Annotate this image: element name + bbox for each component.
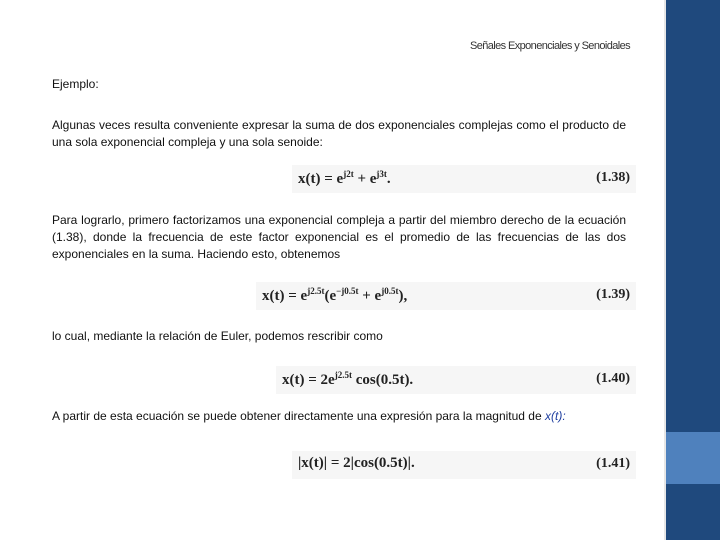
equation-expression: $x(t) = 2e^{j2.5t}$ cos(0.5t). bbox=[282, 370, 414, 388]
equation-expression: |x(t)| = 2|cos(0.5t)|. bbox=[298, 455, 415, 471]
equation-1-38 bbox=[292, 165, 636, 193]
equation-1-41 bbox=[292, 451, 636, 479]
equation-number: (1.38) bbox=[596, 170, 630, 185]
paragraph-4-text: A partir de esta ecuación se puede obtener directamente una expresión para la magnitud de bbox=[52, 409, 542, 423]
paragraph-4 bbox=[52, 408, 626, 425]
slide-title: Señales Exponenciales y Senoidales bbox=[470, 40, 630, 52]
equation-1-39 bbox=[256, 282, 636, 310]
sidebar-accent-block bbox=[666, 432, 720, 484]
paragraph-2: Para lograrlo, primero factorizamos una exponencial compleja a partir del miembro derecho de la ecuación (1.38), donde la frecuencia de este factor exponencial es el promedio de las frecuencias de las dos exponenciales en la suma. Haciendo esto, obtenemos bbox=[52, 213, 626, 261]
equation-1-40 bbox=[276, 366, 636, 394]
paragraph-1: Algunas veces resulta conveniente expresar la suma de dos exponenciales complejas como el producto de una sola exponencial compleja y una sola senoide: bbox=[52, 118, 626, 149]
equation-number: (1.39) bbox=[596, 287, 630, 302]
example-label: Ejemplo: bbox=[52, 77, 99, 91]
equation-expression: $x(t) = e^{j2t} + e^{j3t}$. bbox=[298, 169, 391, 187]
equation-number: (1.41) bbox=[596, 456, 630, 471]
inline-variable: x(t): bbox=[545, 409, 566, 423]
equation-number: (1.40) bbox=[596, 371, 630, 386]
equation-expression: $x(t) = e^{j2.5t}(e^{-j0.5t} + e^{j0.5t})$, bbox=[262, 286, 408, 304]
paragraph-3: lo cual, mediante la relación de Euler, podemos rescribir como bbox=[52, 329, 383, 343]
